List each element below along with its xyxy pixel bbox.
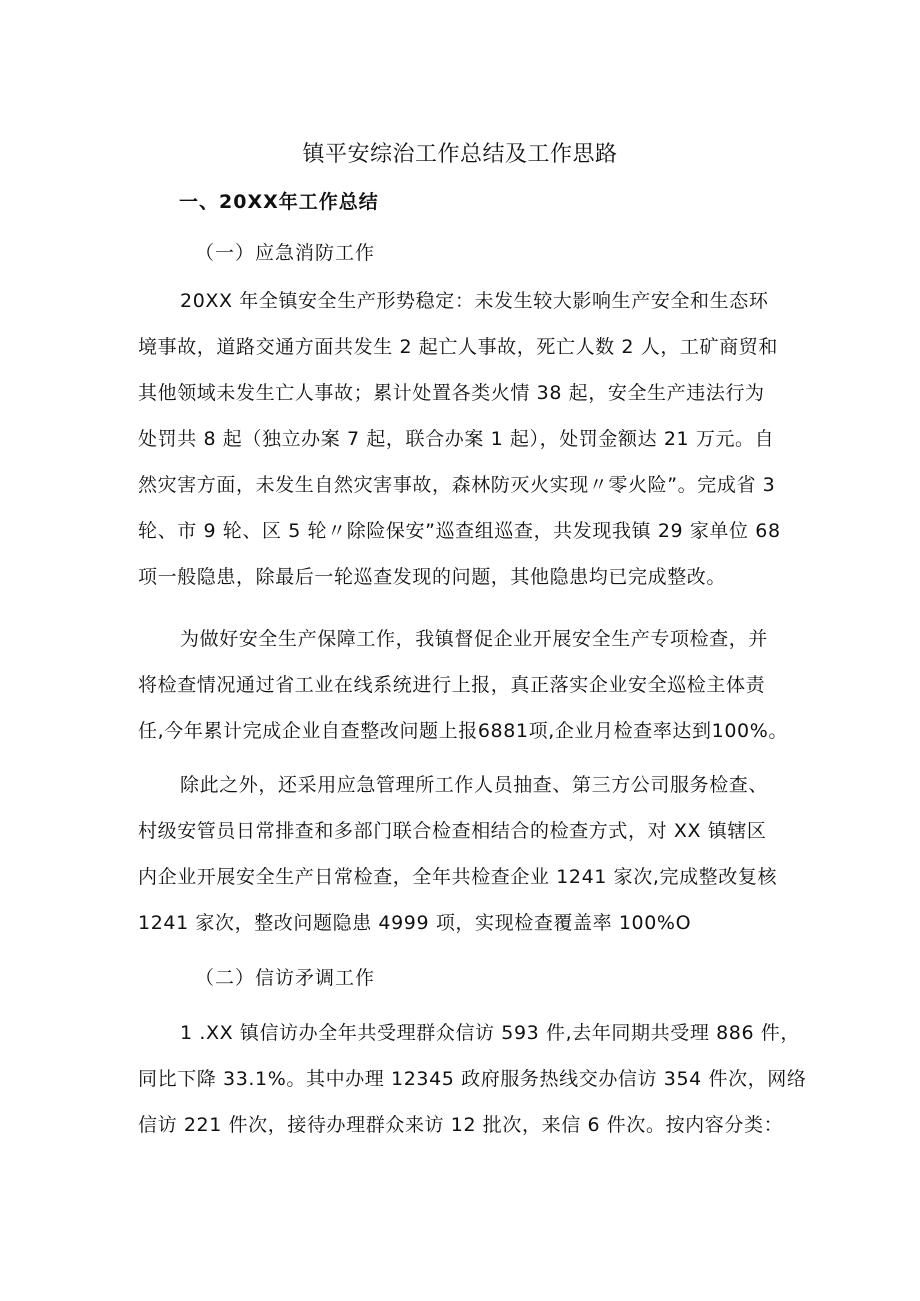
paragraph-line: 处罚共 8 起（独立办案 7 起，联合办案 1 起），处罚金额达 21 万元。自 bbox=[138, 428, 775, 450]
paragraph-line: 其他领域未发生亡人事故；累计处置各类火情 38 起，安全生产违法行为 bbox=[138, 382, 765, 404]
paragraph-petition-statistics bbox=[138, 1010, 807, 1148]
paragraph-line: 同比下降 33.1%。其中办理 12345 政府服务热线交办信访 354 件次，网络 bbox=[138, 1068, 807, 1090]
paragraph-line: 内企业开展安全生产日常检查，全年共检查企业 1241 家次,完成整改复核 bbox=[138, 866, 778, 888]
paragraph-line: 项一般隐患，除最后一轮巡查发现的问题，其他隐患均已完成整改。 bbox=[138, 566, 727, 588]
paragraph-line: 除此之外，还采用应急管理所工作人员抽查、第三方公司服务检查、 bbox=[180, 774, 769, 796]
subsection-heading-petition: （二）信访矛调工作 bbox=[195, 967, 376, 989]
subsection-heading-emergency-fire: （一）应急消防工作 bbox=[195, 242, 376, 264]
paragraph-line: 为做好安全生产保障工作，我镇督促企业开展安全生产专项检查，并 bbox=[180, 628, 769, 650]
paragraph-line: 村级安管员日常排查和多部门联合检查相结合的检查方式，对 XX 镇辖区 bbox=[138, 820, 767, 842]
paragraph-line: 任,今年累计完成企业自查整改问题上报6881项,企业月检查率达到100%。 bbox=[138, 720, 788, 742]
document-title: 镇平安综治工作总结及工作思路 bbox=[302, 142, 618, 167]
section-heading-work-summary: 一、20XX年工作总结 bbox=[179, 191, 379, 213]
paragraph-line: 1 .XX 镇信访办全年共受理群众信访 593 件,去年同期共受理 886 件， bbox=[180, 1022, 800, 1044]
paragraph-safety-production bbox=[138, 278, 798, 600]
paragraph-daily-inspection bbox=[138, 762, 798, 946]
paragraph-line: 境事故，道路交通方面共发生 2 起亡人事故，死亡人数 2 人，工矿商贸和 bbox=[138, 336, 778, 358]
paragraph-line: 然灾害方面，未发生自然灾害事故，森林防灭火实现〃零火险”。完成省 3 bbox=[138, 474, 776, 496]
paragraph-line: 信访 221 件次，接待办理群众来访 12 批次，来信 6 件次。按内容分类： bbox=[138, 1114, 784, 1136]
paragraph-line: 轮、市 9 轮、区 5 轮〃除险保安”巡查组巡查，共发现我镇 29 家单位 68 bbox=[138, 520, 781, 542]
paragraph-line: 将检查情况通过省工业在线系统进行上报，真正落实企业安全巡检主体责 bbox=[138, 674, 766, 696]
paragraph-line: 1241 家次，整改问题隐患 4999 项，实现检查覆盖率 100%O bbox=[138, 912, 692, 934]
paragraph-safety-inspection bbox=[138, 616, 798, 754]
paragraph-line: 20XX 年全镇安全生产形势稳定：未发生较大影响生产安全和生态环 bbox=[180, 290, 769, 312]
